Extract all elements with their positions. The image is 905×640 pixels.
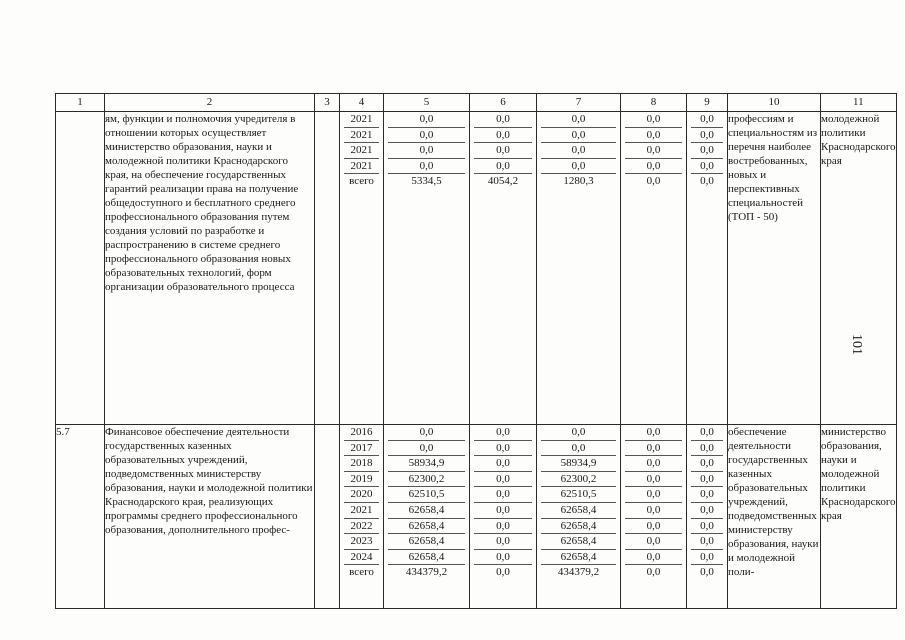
table-cell-value: 434379,2 [405, 566, 448, 579]
table-cell-value: 0,0 [474, 143, 532, 159]
table-cell-value: 0,0 [541, 441, 616, 457]
table-cell-value: 0,0 [474, 503, 532, 519]
col-header-3: 3 [315, 94, 340, 112]
col8-cell [621, 112, 687, 425]
table-cell-value: 62658,4 [541, 519, 616, 535]
table-cell-value: 0,0 [691, 550, 723, 566]
row-description: ям, функции и полномочия учредителя в отношении которых осуществляет министерство образования, науки и молодежной политики Краснодарского края, на обеспечение государственных гарантий реализации права на получение общедоступного и бесплатного среднего профессионального образования путем создания условий по разработке и распространению в системе среднего профессионального образования новых образовательных технологий, форм организации образовательного процесса [105, 112, 315, 425]
table-cell-value: 0,0 [474, 425, 532, 441]
col9-values [687, 425, 727, 580]
table-cell-value: 0,0 [691, 143, 723, 159]
empty-cell [315, 112, 340, 425]
table-cell-value: 62658,4 [541, 503, 616, 519]
result-text: обеспечение деятельности государственных казенных образовательных учреждений, подведомственных министерству образования, науки и молодежной поли- [728, 425, 821, 609]
col-header-11: 11 [821, 94, 897, 112]
table-cell-value: 2021 [344, 159, 379, 175]
table-cell-value: 0,0 [625, 425, 682, 441]
table-cell-value: 58934,9 [388, 456, 465, 472]
table-cell-value: 2020 [344, 487, 379, 503]
table-cell-value: 58934,9 [541, 456, 616, 472]
col7-values [537, 112, 620, 189]
table-cell-value: 0,0 [691, 128, 723, 144]
table-cell-value: 0,0 [691, 534, 723, 550]
table-cell-value: 0,0 [625, 503, 682, 519]
table-cell-value: 0,0 [691, 159, 723, 175]
table-cell-value: 0,0 [625, 487, 682, 503]
table-cell-value: 2021 [344, 503, 379, 519]
table-cell-value: 2021 [344, 143, 379, 159]
row-description: Финансовое обеспечение деятельности государственных казенных образовательных учреждений, подведомственных министерству образования, науки и молодежной политики Краснодарского края, реализующих программы среднего профессионального образования, дополнительного профес- [105, 425, 315, 609]
table-cell-value: 0,0 [541, 128, 616, 144]
table-cell-value: 0,0 [496, 566, 510, 579]
table-cell-value: 0,0 [625, 519, 682, 535]
table-cell-value: 0,0 [474, 159, 532, 175]
table-cell-value: 0,0 [541, 143, 616, 159]
col7-values [537, 425, 620, 580]
table-cell-value: 0,0 [625, 143, 682, 159]
table-cell-value: 0,0 [625, 441, 682, 457]
table-cell-value: 0,0 [625, 456, 682, 472]
table-cell-value: 1280,3 [563, 175, 594, 188]
col-header-6: 6 [470, 94, 537, 112]
table-cell-value: 0,0 [691, 425, 723, 441]
table-cell-value: 0,0 [700, 566, 714, 579]
table-cell-value: 0,0 [625, 112, 682, 128]
years-cell [340, 425, 384, 609]
table-cell-value: 5334,5 [411, 175, 442, 188]
page-number: 101 [849, 334, 864, 355]
table-cell-value: 0,0 [691, 441, 723, 457]
table-cell-value: 2017 [344, 441, 379, 457]
result-text: профессиям и специальностям из перечня наиболее востребованных, новых и перспективных специальностей (ТОП - 50) [728, 112, 821, 425]
responsible-text: министерство образования, науки и молодежной политики Краснодарского края [821, 425, 897, 609]
table-cell-value: 0,0 [388, 425, 465, 441]
col5-cell [384, 425, 470, 609]
col6-values [470, 425, 536, 580]
table-cell-value: 2021 [344, 112, 379, 128]
col8-cell [621, 425, 687, 609]
col6-cell [470, 112, 537, 425]
table-cell-value: 0,0 [474, 456, 532, 472]
years-list [340, 425, 383, 580]
program-table [55, 93, 897, 609]
table-cell-value: 0,0 [474, 441, 532, 457]
table-cell-value: 434379,2 [557, 566, 600, 579]
table-cell-value: 0,0 [388, 128, 465, 144]
table-cell-value: 2021 [344, 128, 379, 144]
col9-cell [687, 425, 728, 609]
table-cell-value: 62300,2 [388, 472, 465, 488]
col8-values [621, 425, 686, 580]
table-cell-value: 0,0 [625, 128, 682, 144]
col7-cell [537, 425, 621, 609]
col6-values [470, 112, 536, 189]
table-cell-value: 0,0 [388, 143, 465, 159]
table-cell-value: 0,0 [474, 112, 532, 128]
table-cell-value: 2023 [344, 534, 379, 550]
table-cell-value: 0,0 [474, 472, 532, 488]
table-cell-value: 0,0 [474, 487, 532, 503]
column-number-row [56, 94, 897, 112]
table-cell-value: 0,0 [691, 472, 723, 488]
col5-values [384, 425, 469, 580]
table-cell-value: всего [349, 566, 374, 579]
table-cell-value: 0,0 [646, 175, 661, 188]
table-cell-value: 62510,5 [541, 487, 616, 503]
table-cell-value: 0,0 [625, 159, 682, 175]
table-cell-value: 0,0 [625, 550, 682, 566]
table-cell-value: 0,0 [388, 159, 465, 175]
table-cell-value: 0,0 [700, 175, 714, 188]
table-cell-value: 0,0 [691, 487, 723, 503]
table-cell-value: 0,0 [388, 441, 465, 457]
table-cell-value: 0,0 [474, 128, 532, 144]
table-row-5-7 [56, 425, 897, 609]
col9-values [687, 112, 727, 189]
table-cell-value: 62510,5 [388, 487, 465, 503]
table-cell-value: 2019 [344, 472, 379, 488]
col7-cell [537, 112, 621, 425]
table-cell-value: 0,0 [625, 472, 682, 488]
table-cell-value: 62658,4 [388, 519, 465, 535]
years-cell [340, 112, 384, 425]
table-cell-value: 62658,4 [541, 550, 616, 566]
table-cell-value: 62658,4 [388, 534, 465, 550]
col9-cell [687, 112, 728, 425]
table-cell-value: 0,0 [541, 159, 616, 175]
table-cell-value: 0,0 [691, 503, 723, 519]
col-header-9: 9 [687, 94, 728, 112]
responsible-text: молодежной политики Краснодарского края [821, 112, 897, 425]
table-cell-value: 2016 [344, 425, 379, 441]
table-cell-value: 0,0 [691, 456, 723, 472]
col-header-2: 2 [105, 94, 315, 112]
row-id: 5.7 [56, 425, 105, 609]
table-cell-value: 0,0 [388, 112, 465, 128]
col5-values [384, 112, 469, 189]
empty-cell [315, 425, 340, 609]
table-cell-value: 62658,4 [541, 534, 616, 550]
col6-cell [470, 425, 537, 609]
col-header-7: 7 [537, 94, 621, 112]
table-cell-value: 0,0 [646, 566, 661, 579]
col-header-1: 1 [56, 94, 105, 112]
table-cell-value: 2022 [344, 519, 379, 535]
row-id [56, 112, 105, 425]
table-cell-value: 0,0 [474, 519, 532, 535]
table-cell-value: 2024 [344, 550, 379, 566]
table-cell-value: 62658,4 [388, 550, 465, 566]
col-header-5: 5 [384, 94, 470, 112]
table-cell-value: 62300,2 [541, 472, 616, 488]
table-cell-value: 4054,2 [487, 175, 519, 188]
table-cell-value: 2018 [344, 456, 379, 472]
table-cell-value: 0,0 [691, 112, 723, 128]
table-cell-value: 0,0 [474, 550, 532, 566]
col-header-10: 10 [728, 94, 821, 112]
col5-cell [384, 112, 470, 425]
col8-values [621, 112, 686, 189]
table-cell-value: 0,0 [541, 112, 616, 128]
table-cell-value: всего [349, 175, 374, 188]
col-header-8: 8 [621, 94, 687, 112]
table-cell-value: 0,0 [541, 425, 616, 441]
table-cell-value: 0,0 [625, 534, 682, 550]
table-cell-value: 0,0 [474, 534, 532, 550]
table-row-continuation [56, 112, 897, 425]
table-cell-value: 62658,4 [388, 503, 465, 519]
col-header-4: 4 [340, 94, 384, 112]
years-list [340, 112, 383, 189]
table-cell-value: 0,0 [691, 519, 723, 535]
